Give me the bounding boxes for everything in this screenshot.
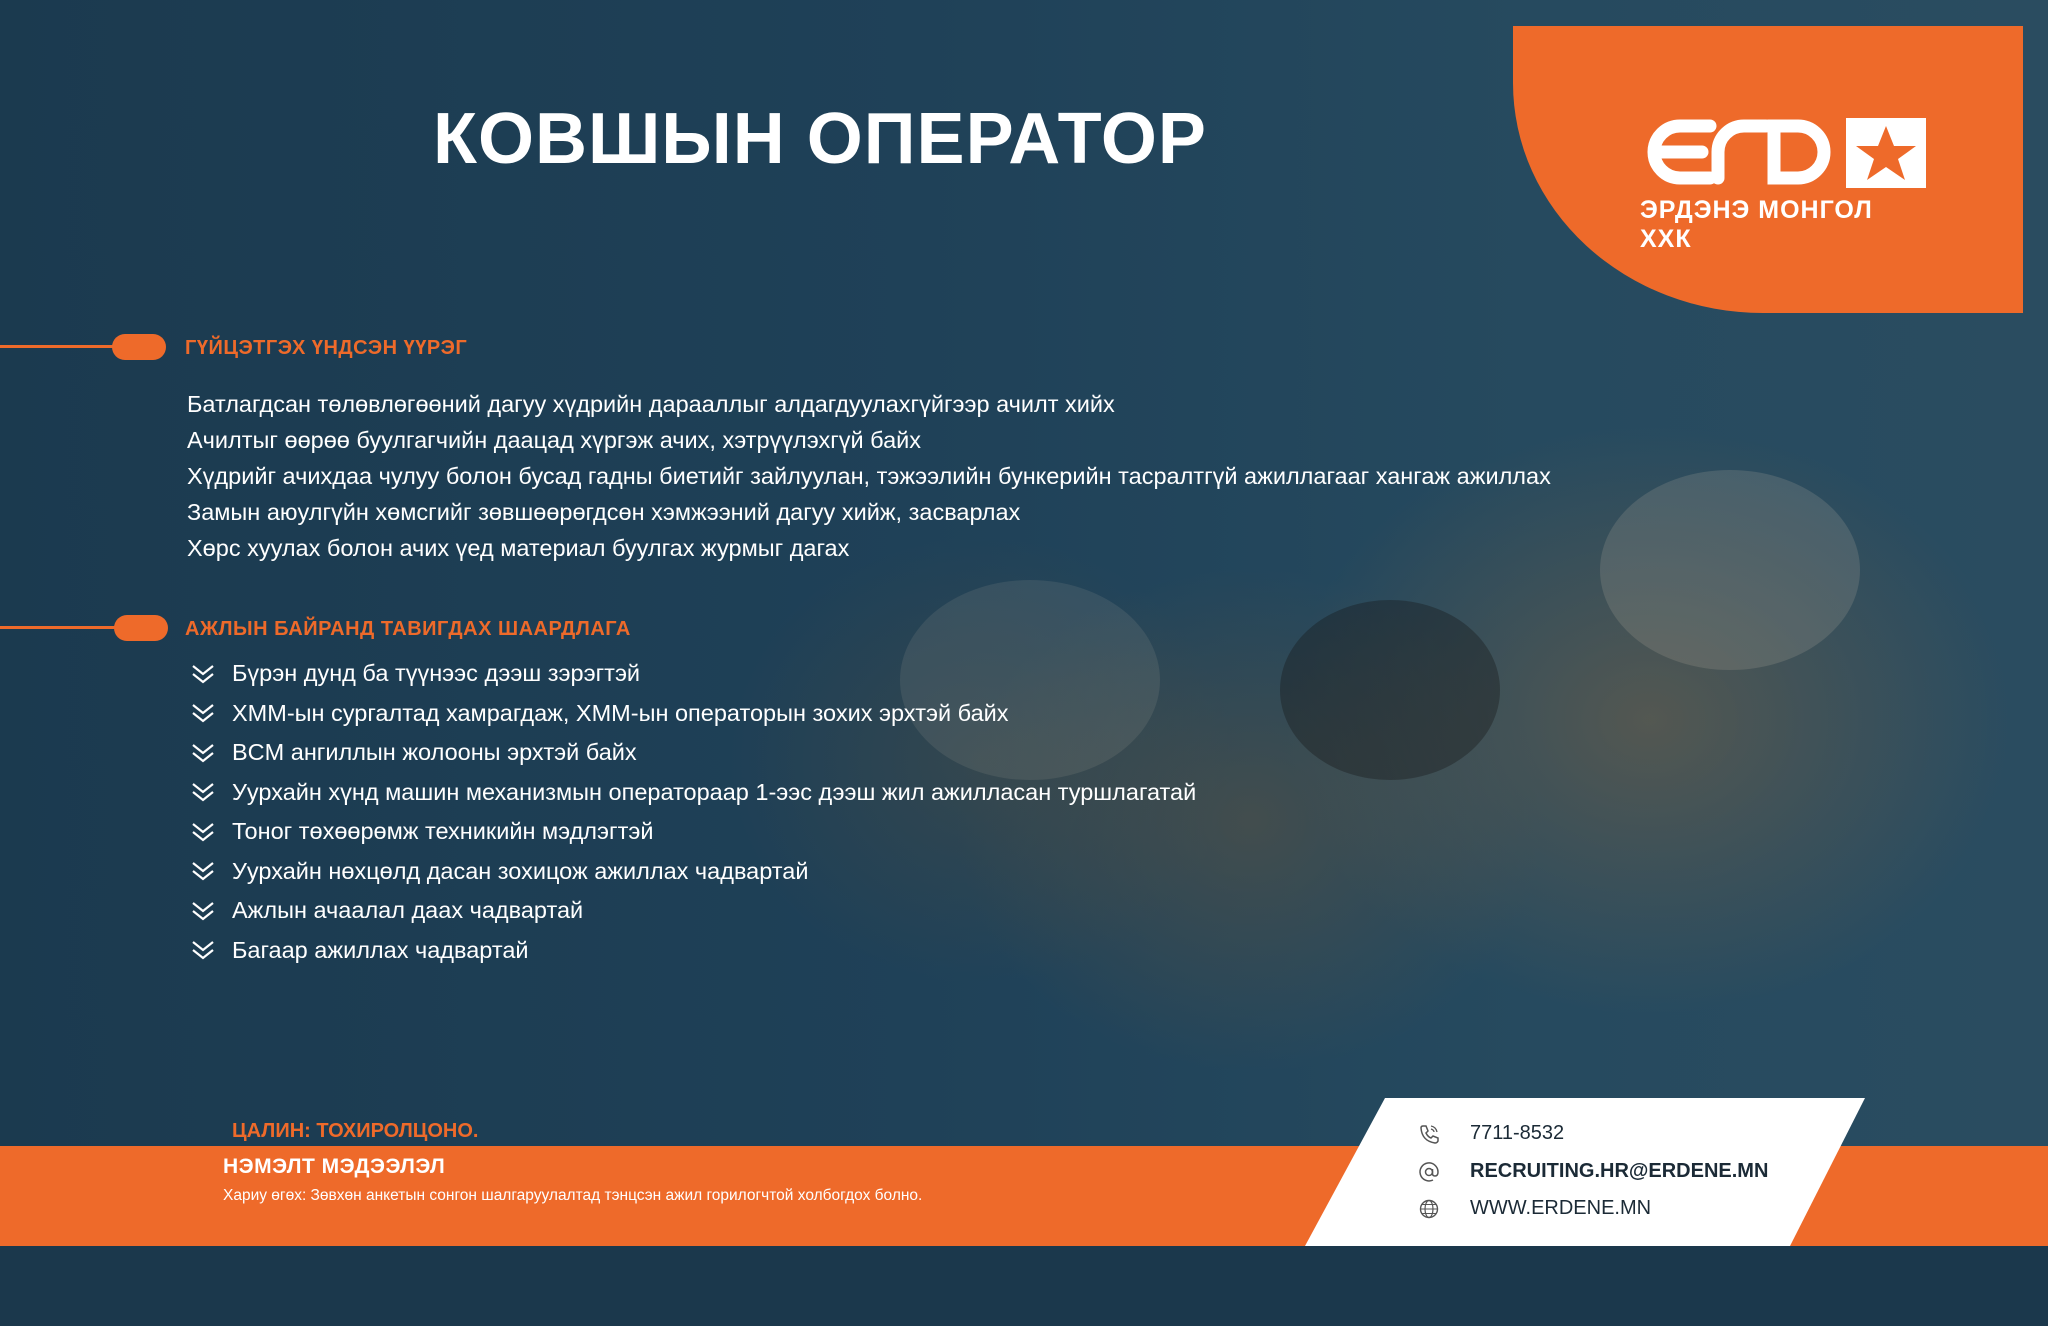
list-item xyxy=(190,733,1196,773)
background-photo-figure xyxy=(1600,470,1860,670)
logo-text: ЭРДЭНЭ МОНГОЛ ХХК xyxy=(1640,196,1873,253)
bottom-strip xyxy=(0,1246,2048,1326)
phone-icon xyxy=(1418,1123,1440,1145)
section-divider-line xyxy=(0,626,124,629)
list-item xyxy=(190,694,1196,734)
requirement-text: Уурхайн хүнд машин механизмын оператораар 1-ээс дээш жил ажилласан туршлагатай xyxy=(232,778,1197,805)
double-chevron-down-icon xyxy=(190,663,216,685)
globe-icon xyxy=(1418,1198,1440,1220)
section-marker xyxy=(112,334,166,360)
list-item: Хөрс хуулах болон ачих үед материал буулгах журмыг дагах xyxy=(187,535,850,561)
requirement-text: BCM ангиллын жолооны эрхтэй байх xyxy=(232,739,637,766)
erd-star-logo-icon xyxy=(1640,112,1930,192)
list-item xyxy=(190,773,1196,813)
list-item: Батлагдсан төлөвлөгөөний дагуу хүдрийн дарааллыг алдагдуулахгүйгээр ачилт хийх xyxy=(187,391,1115,417)
double-chevron-down-icon xyxy=(190,781,216,803)
extra-info-note: Хариу өгөх: Зөвхөн анкетын сонгон шалгаруулалтад тэнцсэн ажил горилогчтой холбогдох болно. xyxy=(223,1187,923,1204)
at-sign-icon xyxy=(1418,1161,1440,1183)
double-chevron-down-icon xyxy=(190,702,216,724)
requirement-text: Уурхайн нөхцөлд дасан зохицож ажиллах чадвартай xyxy=(232,857,809,884)
requirement-text: Ажлын ачаалал даах чадвартай xyxy=(232,897,584,924)
contact-website[interactable]: WWW.ERDENE.MN xyxy=(1470,1197,1652,1219)
section-marker xyxy=(114,615,168,641)
contact-email-row xyxy=(1418,1160,1768,1183)
list-item xyxy=(190,931,1196,971)
page-title: КОВШЫН ОПЕРАТОР xyxy=(433,99,1207,179)
background-photo-figure xyxy=(1280,600,1500,780)
contact-phone-row xyxy=(1418,1122,1564,1145)
double-chevron-down-icon xyxy=(190,900,216,922)
double-chevron-down-icon xyxy=(190,860,216,882)
requirement-text: ХММ-ын сургалтад хамрагдаж, ХММ-ын операторын зохих эрхтэй байх xyxy=(232,699,1009,726)
requirements-list xyxy=(190,654,1196,970)
list-item xyxy=(190,852,1196,892)
requirements-heading: АЖЛЫН БАЙРАНД ТАВИГДАХ ШААРДЛАГА xyxy=(185,618,631,640)
duties-heading: ГҮЙЦЭТГЭХ ҮНДСЭН ҮҮРЭГ xyxy=(185,337,468,359)
double-chevron-down-icon xyxy=(190,821,216,843)
list-item: Ачилтыг өөрөө буулгагчийн даацад хүргэж ачих, хэтрүүлэхгүй байх xyxy=(187,427,922,453)
list-item: Замын аюулгүйн хөмсгийг зөвшөөрөгдсөн хэмжээний дагуу хийж, засварлах xyxy=(187,499,1021,525)
list-item xyxy=(190,654,1196,694)
contact-phone: 7711-8532 xyxy=(1470,1122,1565,1144)
requirement-text: Багаар ажиллах чадвартай xyxy=(232,936,529,963)
list-item: Хүдрийг ачихдаа чулуу болон бусад гадны биетийг зайлуулан, тэжээлийн бункерийн тасралтгүй ажиллагааг хангаж ажиллах xyxy=(187,463,1551,489)
requirement-text: Тоног төхөөрөмж техникийн мэдлэгтэй xyxy=(232,818,654,845)
list-item xyxy=(190,812,1196,852)
section-divider-line xyxy=(0,345,120,348)
salary-text: ЦАЛИН: ТОХИРОЛЦОНО. xyxy=(232,1120,479,1142)
contact-email[interactable]: RECRUITING.HR@ERDENE.MN xyxy=(1470,1160,1769,1182)
double-chevron-down-icon xyxy=(190,742,216,764)
duties-list xyxy=(187,386,1551,566)
extra-info-title: НЭМЭЛТ МЭДЭЭЛЭЛ xyxy=(223,1155,446,1178)
contact-web-row xyxy=(1418,1197,1651,1220)
list-item xyxy=(190,891,1196,931)
double-chevron-down-icon xyxy=(190,939,216,961)
requirement-text: Бүрэн дунд ба түүнээс дээш зэрэгтэй xyxy=(232,660,641,687)
